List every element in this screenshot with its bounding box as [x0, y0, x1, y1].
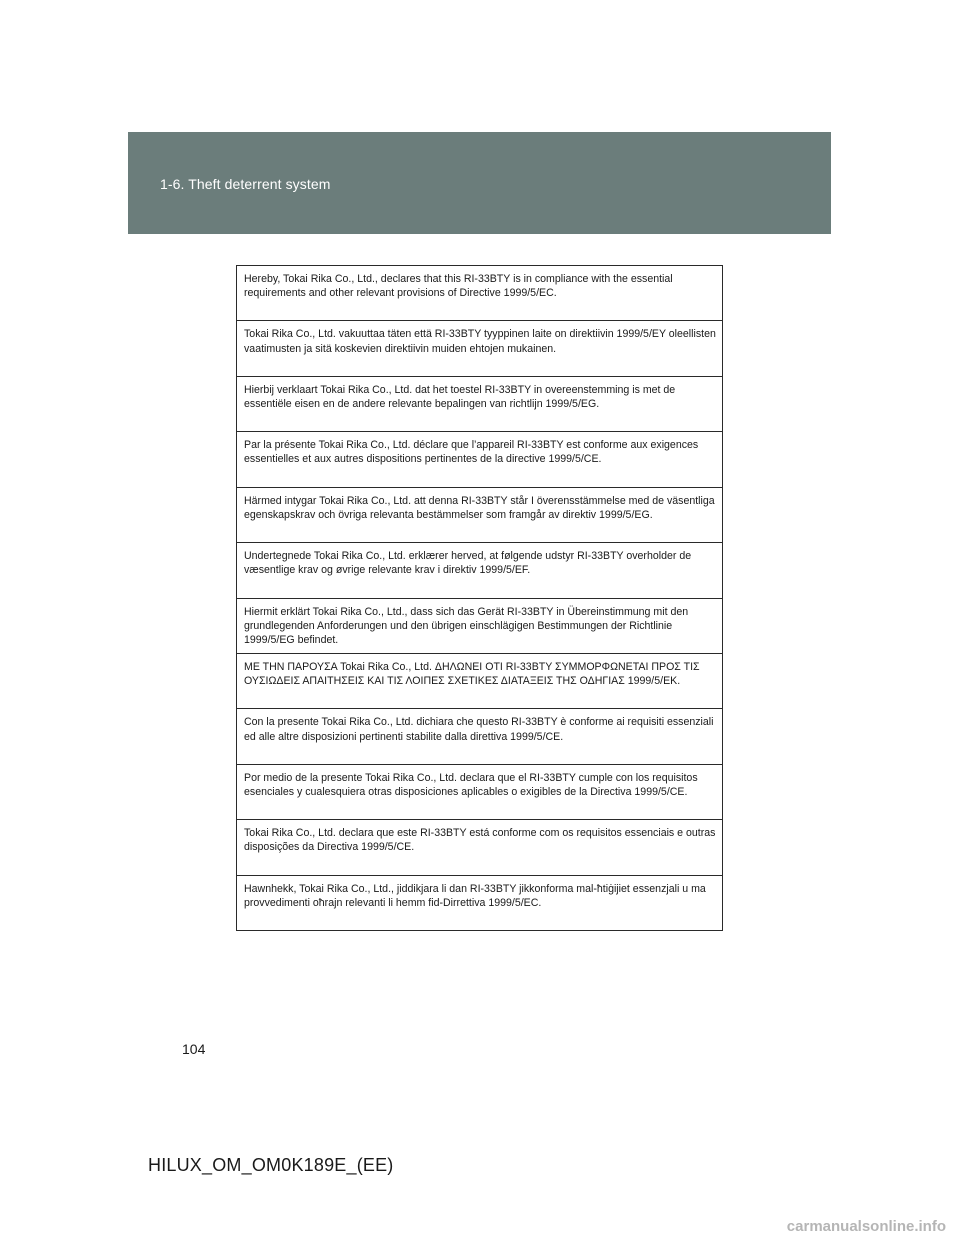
declaration-german: Hiermit erklärt Tokai Rika Co., Ltd., dass sich das Gerät RI-33BTY in Übereinstimmung mit den grundlegenden Anforderungen und den übrigen einschlägigen Bestimmungen der Richtlinie 1999/5/EG befindet.	[237, 599, 722, 654]
declaration-english: Hereby, Tokai Rika Co., Ltd., declares that this RI-33BTY is in compliance with the essential requirements and other relevant provisions of Directive 1999/5/EC.	[237, 266, 722, 321]
declaration-swedish: Härmed intygar Tokai Rika Co., Ltd. att denna RI-33BTY står I överensstämmelse med de väsentliga egenskapskrav och övriga relevanta bestämmelser som framgår av direktiv 1999/5/EG.	[237, 488, 722, 543]
declaration-maltese: Hawnhekk, Tokai Rika Co., Ltd., jiddikjara li dan RI-33BTY jikkonforma mal-ħtiġijiet essenzjali u ma provvedimenti oħrajn relevanti li hemm fid-Dirrettiva 1999/5/EC.	[244, 882, 706, 909]
declaration-danish: Undertegnede Tokai Rika Co., Ltd. erklærer herved, at følgende udstyr RI-33BTY overholder de væsentlige krav og øvrige relevante krav i direktiv 1999/5/EF.	[237, 543, 722, 598]
section-header-band	[128, 132, 831, 234]
watermark-text: carmanualsonline.info	[786, 1218, 946, 1235]
declaration-spanish: Por medio de la presente Tokai Rika Co., Ltd. declara que el RI-33BTY cumple con los requisitos esenciales y cualesquiera otras disposiciones aplicables o exigibles de la Directiva 1999/5/CE.	[237, 765, 722, 820]
document-code: HILUX_OM_OM0K189E_(EE)	[148, 1155, 394, 1175]
declaration-french: Par la présente Tokai Rika Co., Ltd. déclare que l’appareil RI-33BTY est conforme aux exigences essentielles et aux autres dispositions pertinentes de la directive 1999/5/CE.	[237, 432, 722, 487]
section-title: 1-6. Theft deterrent system	[160, 176, 331, 192]
declaration-greek: ΜΕ ΤΗΝ ΠΑΡΟΥΣΑ Tokai Rika Co., Ltd. ΔΗΛΩΝΕΙ ΟΤΙ RI-33BTY ΣΥΜΜΟΡΦΩΝΕΤΑΙ ΠΡΟΣ ΤΙΣ ΟΥΣΙΩΔΕΙΣ ΑΠΑΙΤΗΣΕΙΣ ΚΑΙ ΤΙΣ ΛΟΙΠΕΣ ΣΧΕΤΙΚΕΣ ΔΙΑΤΑΞΕΙΣ ΤΗΣ ΟΔΗΓΙΑΣ 1999/5/ΕΚ.	[237, 654, 722, 709]
declaration-italian: Con la presente Tokai Rika Co., Ltd. dichiara che questo RI-33BTY è conforme ai requisiti essenziali ed alle altre disposizioni pertinenti stabilite dalla direttiva 1999/5/CE.	[237, 709, 722, 764]
declarations-table	[236, 265, 723, 931]
declaration-dutch: Hierbij verklaart Tokai Rika Co., Ltd. dat het toestel RI-33BTY in overeenstemming is met de essentiële eisen en de andere relevante bepalingen van richtlijn 1999/5/EG.	[237, 377, 722, 432]
page-number: 104	[182, 1041, 206, 1057]
declaration-portuguese: Tokai Rika Co., Ltd. declara que este RI-33BTY está conforme com os requisitos essenciais e outras disposições da Directiva 1999/5/CE.	[237, 820, 722, 875]
declaration-finnish: Tokai Rika Co., Ltd. vakuuttaa täten että RI-33BTY tyyppinen laite on direktiivin 1999/5/EY oleellisten vaatimusten ja sitä koskevien direktiivin muiden ehtojen mukainen.	[237, 321, 722, 376]
